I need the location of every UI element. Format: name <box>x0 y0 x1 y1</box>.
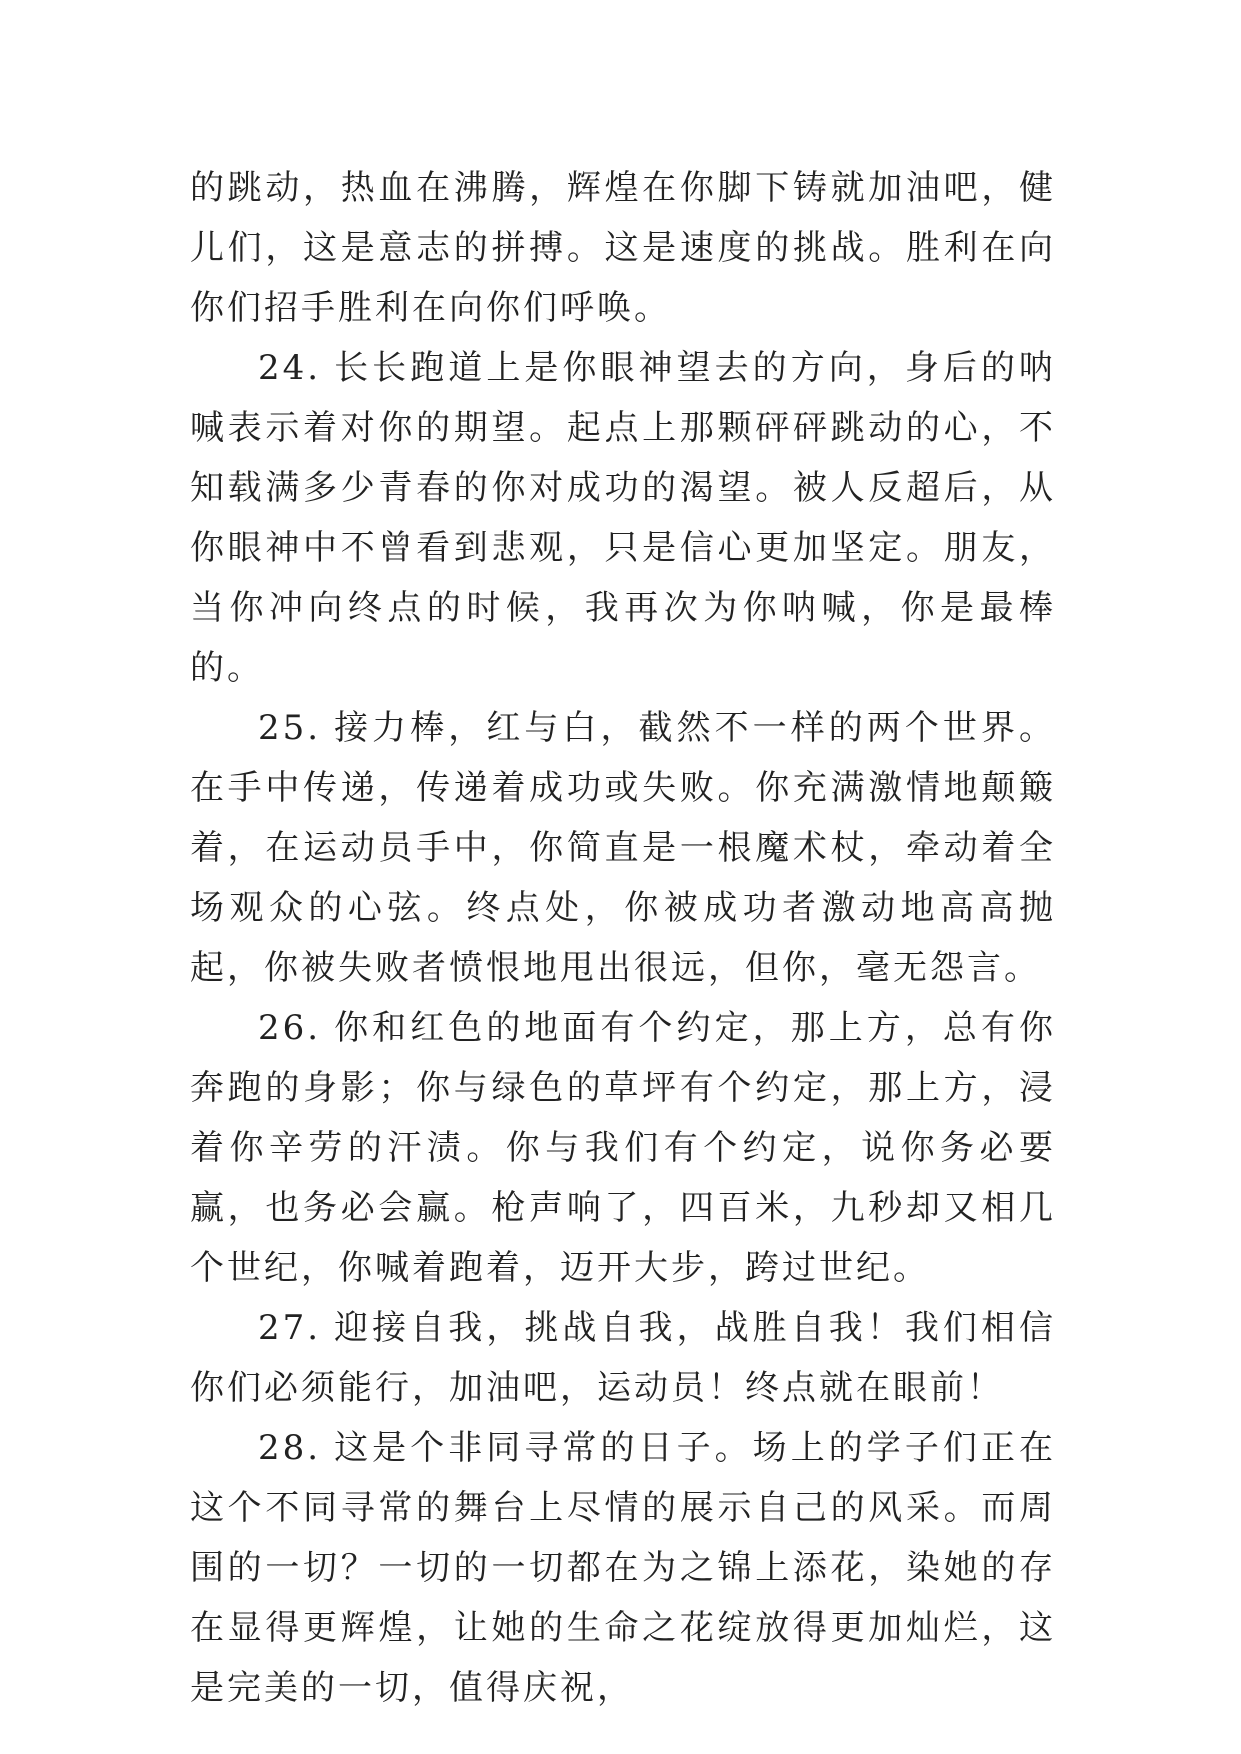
paragraph-24 <box>190 338 1056 698</box>
paragraph-number: 24. <box>258 348 322 388</box>
paragraph-text: 的跳动，热血在沸腾，辉煌在你脚下铸就加油吧，健儿们，这是意志的拼搏。这是速度的挑战。胜利在向你们招手胜利在向你们呼唤。 <box>190 168 1056 328</box>
paragraph-28 <box>190 1418 1056 1718</box>
paragraph-number: 25. <box>258 708 322 748</box>
paragraph-continued <box>190 158 1056 338</box>
paragraph-text: 迎接自我，挑战自我，战胜自我！我们相信你们必须能行，加油吧，运动员！终点就在眼前！ <box>190 1308 1056 1408</box>
paragraph-number: 28. <box>258 1428 322 1468</box>
paragraph-26 <box>190 998 1056 1298</box>
paragraph-text: 长长跑道上是你眼神望去的方向，身后的呐喊表示着对你的期望。起点上那颗砰砰跳动的心，不知载满多少青春的你对成功的渴望。被人反超后，从你眼神中不曾看到悲观，只是信心更加坚定。朋友，当你冲向终点的时候，我再次为你呐喊，你是最棒的。 <box>190 348 1056 688</box>
paragraph-25 <box>190 698 1056 998</box>
paragraph-text: 这是个非同寻常的日子。场上的学子们正在这个不同寻常的舞台上尽情的展示自己的风采。而周围的一切？一切的一切都在为之锦上添花，染她的存在显得更辉煌，让她的生命之花绽放得更加灿烂，这是完美的一切，值得庆祝， <box>190 1428 1056 1708</box>
paragraph-number: 27. <box>258 1308 322 1348</box>
paragraph-text: 你和红色的地面有个约定，那上方，总有你奔跑的身影；你与绿色的草坪有个约定，那上方，浸着你辛劳的汗渍。你与我们有个约定，说你务必要赢，也务必会赢。枪声响了，四百米，九秒却又相几个世纪，你喊着跑着，迈开大步，跨过世纪。 <box>190 1008 1056 1288</box>
document-body <box>190 158 1056 1718</box>
paragraph-27 <box>190 1298 1056 1418</box>
paragraph-number: 26. <box>258 1008 322 1048</box>
paragraph-text: 接力棒，红与白，截然不一样的两个世界。在手中传递，传递着成功或失败。你充满激情地颠簸着，在运动员手中，你简直是一根魔术杖，牵动着全场观众的心弦。终点处，你被成功者激动地高高抛起，你被失败者愤恨地甩出很远，但你，毫无怨言。 <box>190 708 1056 988</box>
